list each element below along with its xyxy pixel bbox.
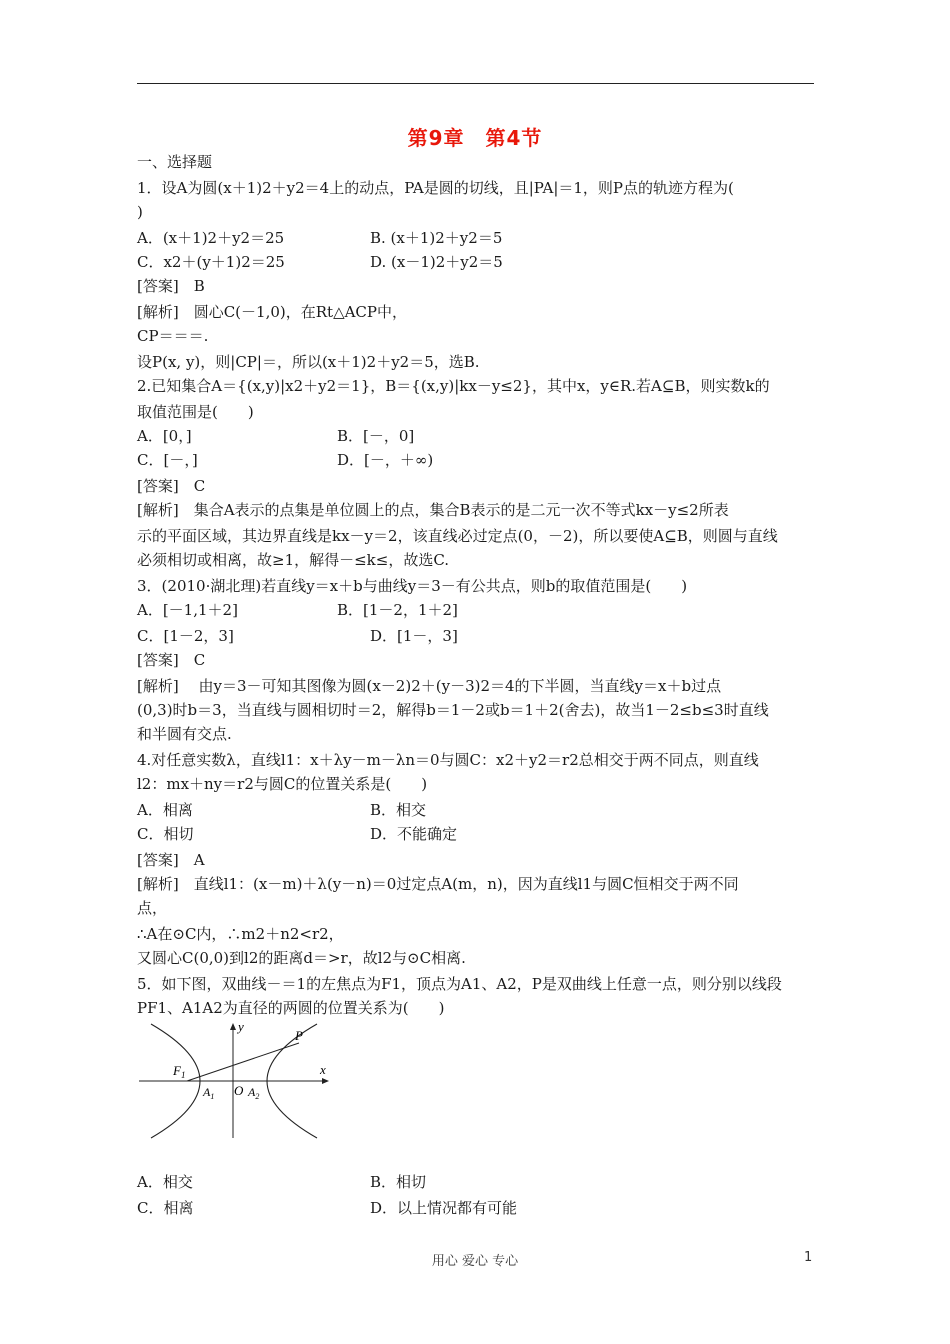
page-title: 第9章 第4节 — [407, 126, 543, 150]
q4-option-d: D．不能确定 — [370, 825, 458, 843]
q1-analysis-line1: [解析] 圆心C(－1,0)，在Rt△ACP中， — [137, 303, 408, 321]
q1-stem-line2: ) — [137, 203, 143, 221]
label-o: O — [234, 1083, 244, 1098]
q3-analysis-line1: [解析] 由y＝3－可知其图像为圆(x－2)2＋(y－3)2＝4的下半圆，当直线y＝x＋b过点 — [137, 677, 722, 695]
hyperbola-figure — [137, 1020, 337, 1142]
label-a2: $A_2$ — [248, 1085, 260, 1101]
q4-option-b: B．相交 — [370, 801, 427, 819]
q1-answer: [答案] B — [137, 277, 205, 295]
q5-stem-line1: 5．如下图，双曲线－＝1的左焦点为F1，顶点为A1、A2，P是双曲线上任意一点，则分别以线段 — [137, 975, 782, 993]
page-number: 1 — [804, 1250, 813, 1265]
q4-analysis-line1: [解析] 直线l1：(x－m)＋λ(y－n)＝0过定点A(m，n)，因为直线l1与圆C恒相交于两不同 — [137, 875, 739, 893]
q4-option-a: A．相离 — [137, 801, 193, 819]
q4-option-c: C．相切 — [137, 825, 194, 843]
q2-option-b: B．[－，0] — [337, 427, 415, 445]
q4-stem-line2: l2：mx＋ny＝r2与圆C的位置关系是( ) — [137, 775, 428, 793]
q2-analysis-line3: 必须相切或相离，故≥1，解得－≤k≤，故选C. — [137, 551, 450, 569]
q5-option-a: A．相交 — [137, 1173, 193, 1191]
x-axis-arrow — [322, 1078, 329, 1084]
q2-option-c: C．[－，] — [137, 451, 198, 469]
header-rule — [137, 83, 814, 84]
q4-analysis-line3: ∴A在⊙C内，∴m2＋n2<r2， — [137, 925, 344, 943]
label-p: P — [295, 1028, 303, 1043]
q4-analysis-line2: 点， — [137, 899, 168, 917]
q2-stem-line2: 取值范围是( ) — [137, 403, 254, 421]
label-y: y — [238, 1020, 244, 1034]
q2-option-d: D．[－，＋∞) — [337, 451, 434, 469]
q2-analysis-line2: 示的平面区域，其边界直线是kx－y＝2，该直线必过定点(0，－2)，所以要使A⊆B，则圆与直线 — [137, 527, 778, 545]
q2-analysis-line1: [解析] 集合A表示的点集是单位圆上的点，集合B表示的是二元一次不等式kx－y≤2所表 — [137, 501, 729, 519]
q3-analysis-line2: (0,3)时b＝3，当直线与圆相切时＝2，解得b＝1－2或b＝1＋2(舍去)，故当1－2≤b≤3时直线 — [137, 701, 769, 719]
q1-stem-line1: 1．设A为圆(x＋1)2＋y2＝4上的动点，PA是圆的切线，且|PA|＝1，则P点的轨迹方程为( — [137, 179, 734, 197]
q2-answer: [答案] C — [137, 477, 206, 495]
q1-analysis-line2: CP＝＝＝. — [137, 327, 209, 345]
y-axis-arrow — [230, 1023, 236, 1030]
q4-answer: [答案] A — [137, 851, 205, 869]
q3-option-b: B．[1－2，1＋2] — [337, 601, 458, 619]
q1-option-d: D. (x－1)2＋y2＝5 — [370, 253, 503, 271]
q5-option-c: C．相离 — [137, 1199, 194, 1217]
page-footer: 用心 爱心 专心 — [431, 1254, 519, 1269]
q1-option-b: B. (x＋1)2＋y2＝5 — [370, 229, 503, 247]
q5-option-b: B．相切 — [370, 1173, 427, 1191]
q4-stem-line1: 4.对任意实数λ，直线l1：x＋λy－m－λn＝0与圆C：x2＋y2＝r2总相交于两不同点，则直线 — [137, 751, 759, 769]
q5-option-d: D．以上情况都有可能 — [370, 1199, 518, 1217]
q3-option-c: C．[1－2，3] — [137, 627, 234, 645]
q3-stem-line1: 3．(2010·湖北理)若直线y＝x＋b与曲线y＝3－有公共点，则b的取值范围是( ) — [137, 577, 688, 595]
label-f1: $F_1$ — [173, 1063, 186, 1080]
segment-f1-p — [187, 1043, 299, 1081]
label-x: x — [320, 1062, 326, 1077]
q2-option-a: A．[0，] — [137, 427, 192, 445]
q5-stem-line2: PF1、A1A2为直径的两圆的位置关系为( ) — [137, 999, 445, 1017]
q3-option-a: A．[－1,1＋2] — [137, 601, 238, 619]
q4-analysis-line4: 又圆心C(0,0)到l2的距离d＝>r，故l2与⊙C相离. — [137, 949, 466, 967]
q1-option-a: A．(x＋1)2＋y2＝25 — [137, 229, 285, 247]
q3-answer: [答案] C — [137, 651, 206, 669]
q3-analysis-line3: 和半圆有交点. — [137, 725, 232, 743]
label-a1: $A_1$ — [203, 1085, 215, 1101]
q1-analysis-line3: 设P(x, y)，则|CP|＝，所以(x＋1)2＋y2＝5，选B. — [137, 353, 480, 371]
q1-option-c: C．x2＋(y＋1)2＝25 — [137, 253, 285, 271]
q3-option-d: D．[1－，3] — [370, 627, 458, 645]
q2-stem-line1: 2.已知集合A＝{(x,y)|x2＋y2＝1}，B＝{(x,y)|kx－y≤2}，其中x，y∈R.若A⊆B，则实数k的 — [137, 377, 770, 395]
section-heading: 一、选择题 — [137, 153, 213, 171]
